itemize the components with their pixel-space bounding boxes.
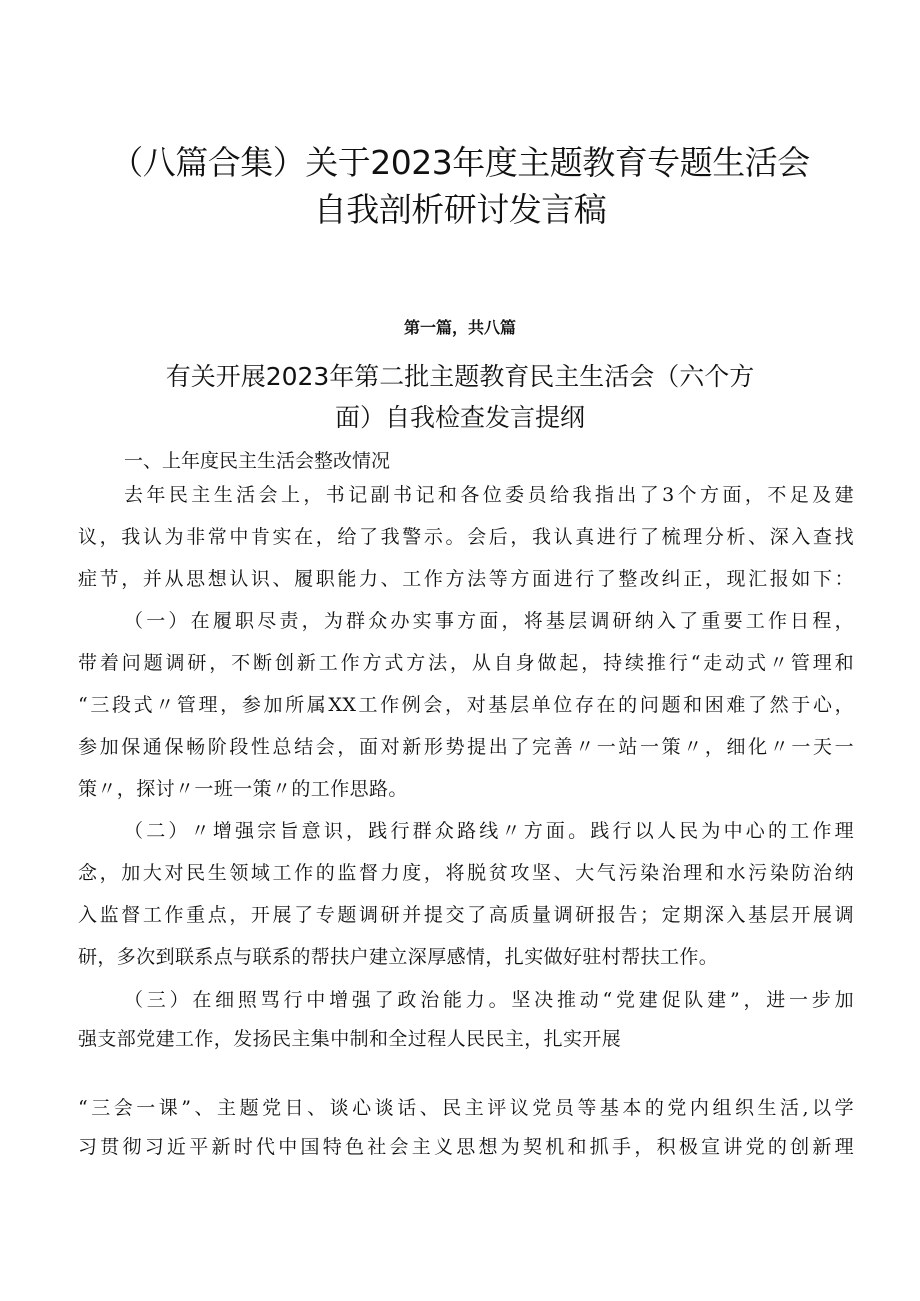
body-line: “三段式〃管理，参加所属XX工作例会，对基层单位存在的问题和困难了然于心， <box>78 694 854 716</box>
body-line: 症节，并从思想认识、履职能力、工作方法等方面进行了整改纠正，现汇报如下： <box>78 568 854 590</box>
body-line: 参加保通保畅阶段性总结会，面对新形势提出了完善〃一站一策〃，细化〃一天一 <box>78 736 854 758</box>
body-line: 议，我认为非常中肯实在，给了我警示。会后，我认真进行了梳理分析、深入查找 <box>78 526 854 548</box>
article-title-line-1: 有关开展2023年第二批主题教育民主生活会（六个方 <box>165 362 755 391</box>
body-line: 入监督工作重点，开展了专题调研并提交了高质量调研报告；定期深入基层开展调 <box>78 904 854 926</box>
series-label: 第一篇，共八篇 <box>403 318 516 337</box>
body-line: 带着问题调研，不断创新工作方式方法，从自身做起，持续推行“走动式〃管理和 <box>78 652 854 674</box>
body-line: 强支部党建工作，发扬民主集中制和全过程人民民主，扎实开展 <box>78 1028 622 1050</box>
section-heading: 一、上年度民主生活会整改情况 <box>124 450 391 472</box>
body-line: 研，多次到联系点与联系的帮扶户建立深厚感情，扎实做好驻村帮扶工作。 <box>78 946 719 968</box>
body-line: 念，加大对民生领域工作的监督力度，将脱贫攻坚、大气污染治理和水污染防治纳 <box>78 862 854 884</box>
body-line: 去年民主生活会上，书记副书记和各位委员给我指出了3个方面，不足及建 <box>124 484 854 506</box>
document-title-line-2: 自我剖析研讨发言稿 <box>313 190 607 229</box>
body-line: （一）在履职尽责，为群众办实事方面，将基层调研纳入了重要工作日程， <box>124 610 854 632</box>
body-line: 习贯彻习近平新时代中国特色社会主义思想为契机和抓手，积极宣讲党的创新理 <box>78 1136 854 1158</box>
document-title-line-1: （八篇合集）关于2023年度主题教育专题生活会 <box>110 143 810 182</box>
article-title-line-2: 面）自我检查发言提纲 <box>334 403 585 432</box>
body-line: 策〃，探讨〃一班一策〃的工作思路。 <box>78 778 408 800</box>
body-line: （三）在细照骂行中增强了政治能力。坚决推动“党建促队建”，进一步加 <box>124 989 854 1011</box>
body-line: （二）〃增强宗旨意识，践行群众路线〃方面。践行以人民为中心的工作理 <box>124 820 854 842</box>
body-line: “三会一课”、主题党日、谈心谈话、民主评议党员等基本的党内组织生活,以学 <box>78 1097 854 1119</box>
